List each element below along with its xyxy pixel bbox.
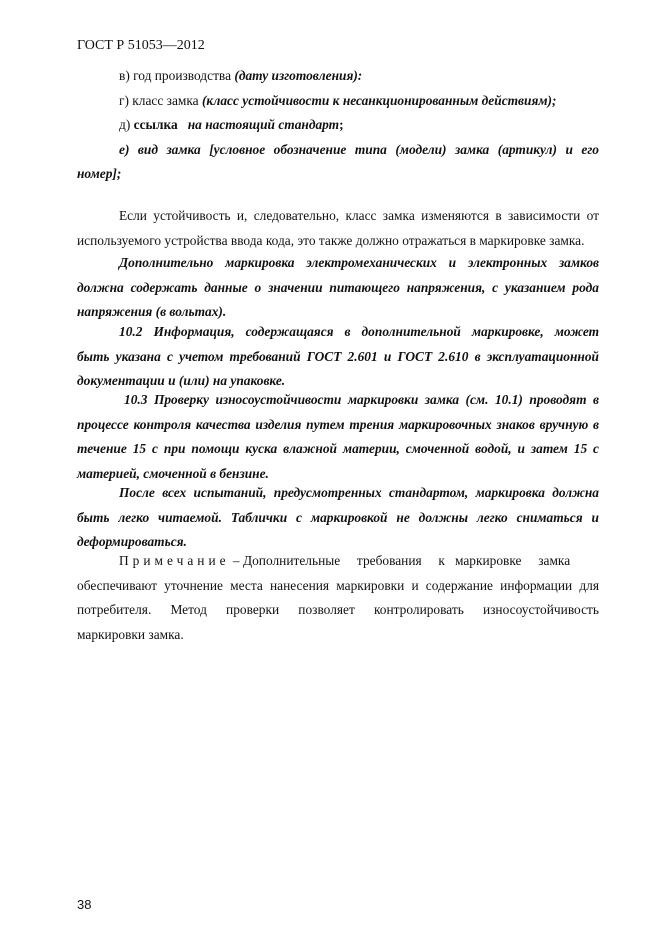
paragraph-2-line2: должна содержать данные о значении питающего напряжения, с указанием рода	[77, 279, 599, 295]
paragraph-5-line1: После всех испытаний, предусмотренных стандартом, маркировка должна	[119, 485, 599, 500]
list-item-d-text: д)	[119, 117, 134, 132]
list-item-b-emphasis: (дату изготовления):	[234, 68, 363, 83]
paragraph-1-line1: Если устойчивость и, следовательно, класс замка изменяются в зависимости от	[119, 208, 599, 223]
paragraph-2	[77, 251, 599, 325]
page-number: 38	[77, 897, 92, 912]
list-item-c-text: г) класс замка	[119, 92, 202, 108]
list-item-c-emphasis: (класс устойчивости к несанкционированным действиям);	[201, 92, 557, 108]
paragraph-3-line3: документации и (или) на упаковке.	[77, 373, 286, 388]
note-label: Примечание	[119, 553, 230, 568]
note-line3: потребителя. Метод проверки позволяет контролировать износоустойчивость	[77, 602, 599, 617]
paragraph-3-line1: 10.2 Информация, содержащаяся в дополнительной маркировке, может	[119, 324, 599, 339]
paragraph-4-line4: материей, смоченной в бензине.	[77, 465, 269, 481]
list-item-e-line1: е) вид замка [условное обозначение типа (модели) замка (артикул) и его	[119, 141, 599, 157]
paragraph-3-line2: быть указана с учетом требований ГОСТ 2.601 и ГОСТ 2.610 в эксплуатационной	[77, 348, 599, 364]
paragraph-5	[77, 481, 599, 555]
note-block	[77, 549, 599, 647]
paragraph-2-line1: Дополнительно маркировка электромеханических и электронных замков	[119, 255, 599, 270]
list-item-c	[77, 89, 599, 114]
document-header: ГОСТ Р 51053—2012	[77, 38, 205, 53]
paragraph-3	[77, 320, 599, 394]
paragraph-4-line3: течение 15 с при помощи куска влажной материи, смоченной водой, и затем 15 с	[77, 441, 599, 456]
paragraph-4	[77, 388, 599, 486]
list-item-e-line2: номер];	[77, 166, 122, 181]
paragraph-5-line2: быть легко читаемой. Таблички с маркировкой не должны легко сниматься и	[77, 509, 599, 525]
list-item-d	[77, 113, 599, 138]
note-line1	[77, 549, 599, 574]
paragraph-5-line3: деформироваться.	[77, 534, 187, 549]
note-line2: обеспечивают уточнение места нанесения маркировки и содержание информации для	[77, 577, 599, 593]
paragraph-1-line2: используемого устройства ввода кода, это также должно отражаться в маркировке замка.	[77, 232, 585, 248]
list-item-b-text: в) год производства	[119, 68, 235, 83]
list-item-b	[77, 64, 599, 89]
paragraph-4-line1: 10.3 Проверку износоустойчивости маркировки замка (см. 10.1) проводят в	[124, 392, 599, 407]
list-item-d-emphasis: на настоящий стандарт	[177, 117, 340, 132]
paragraph-1	[77, 204, 599, 253]
list-block	[77, 64, 599, 187]
list-item-d-bold: ссылка	[133, 117, 178, 132]
note-line4: маркировки замка.	[77, 626, 184, 642]
list-item-d-suffix: ;	[339, 117, 344, 132]
note-line1-text: – Дополнительные требования к маркировке замка	[229, 553, 571, 568]
paragraph-2-line3: напряжения (в вольтах).	[77, 304, 227, 319]
paragraph-4-line2: процессе контроля качества изделия путем трения маркировочных знаков вручную в	[77, 416, 599, 432]
